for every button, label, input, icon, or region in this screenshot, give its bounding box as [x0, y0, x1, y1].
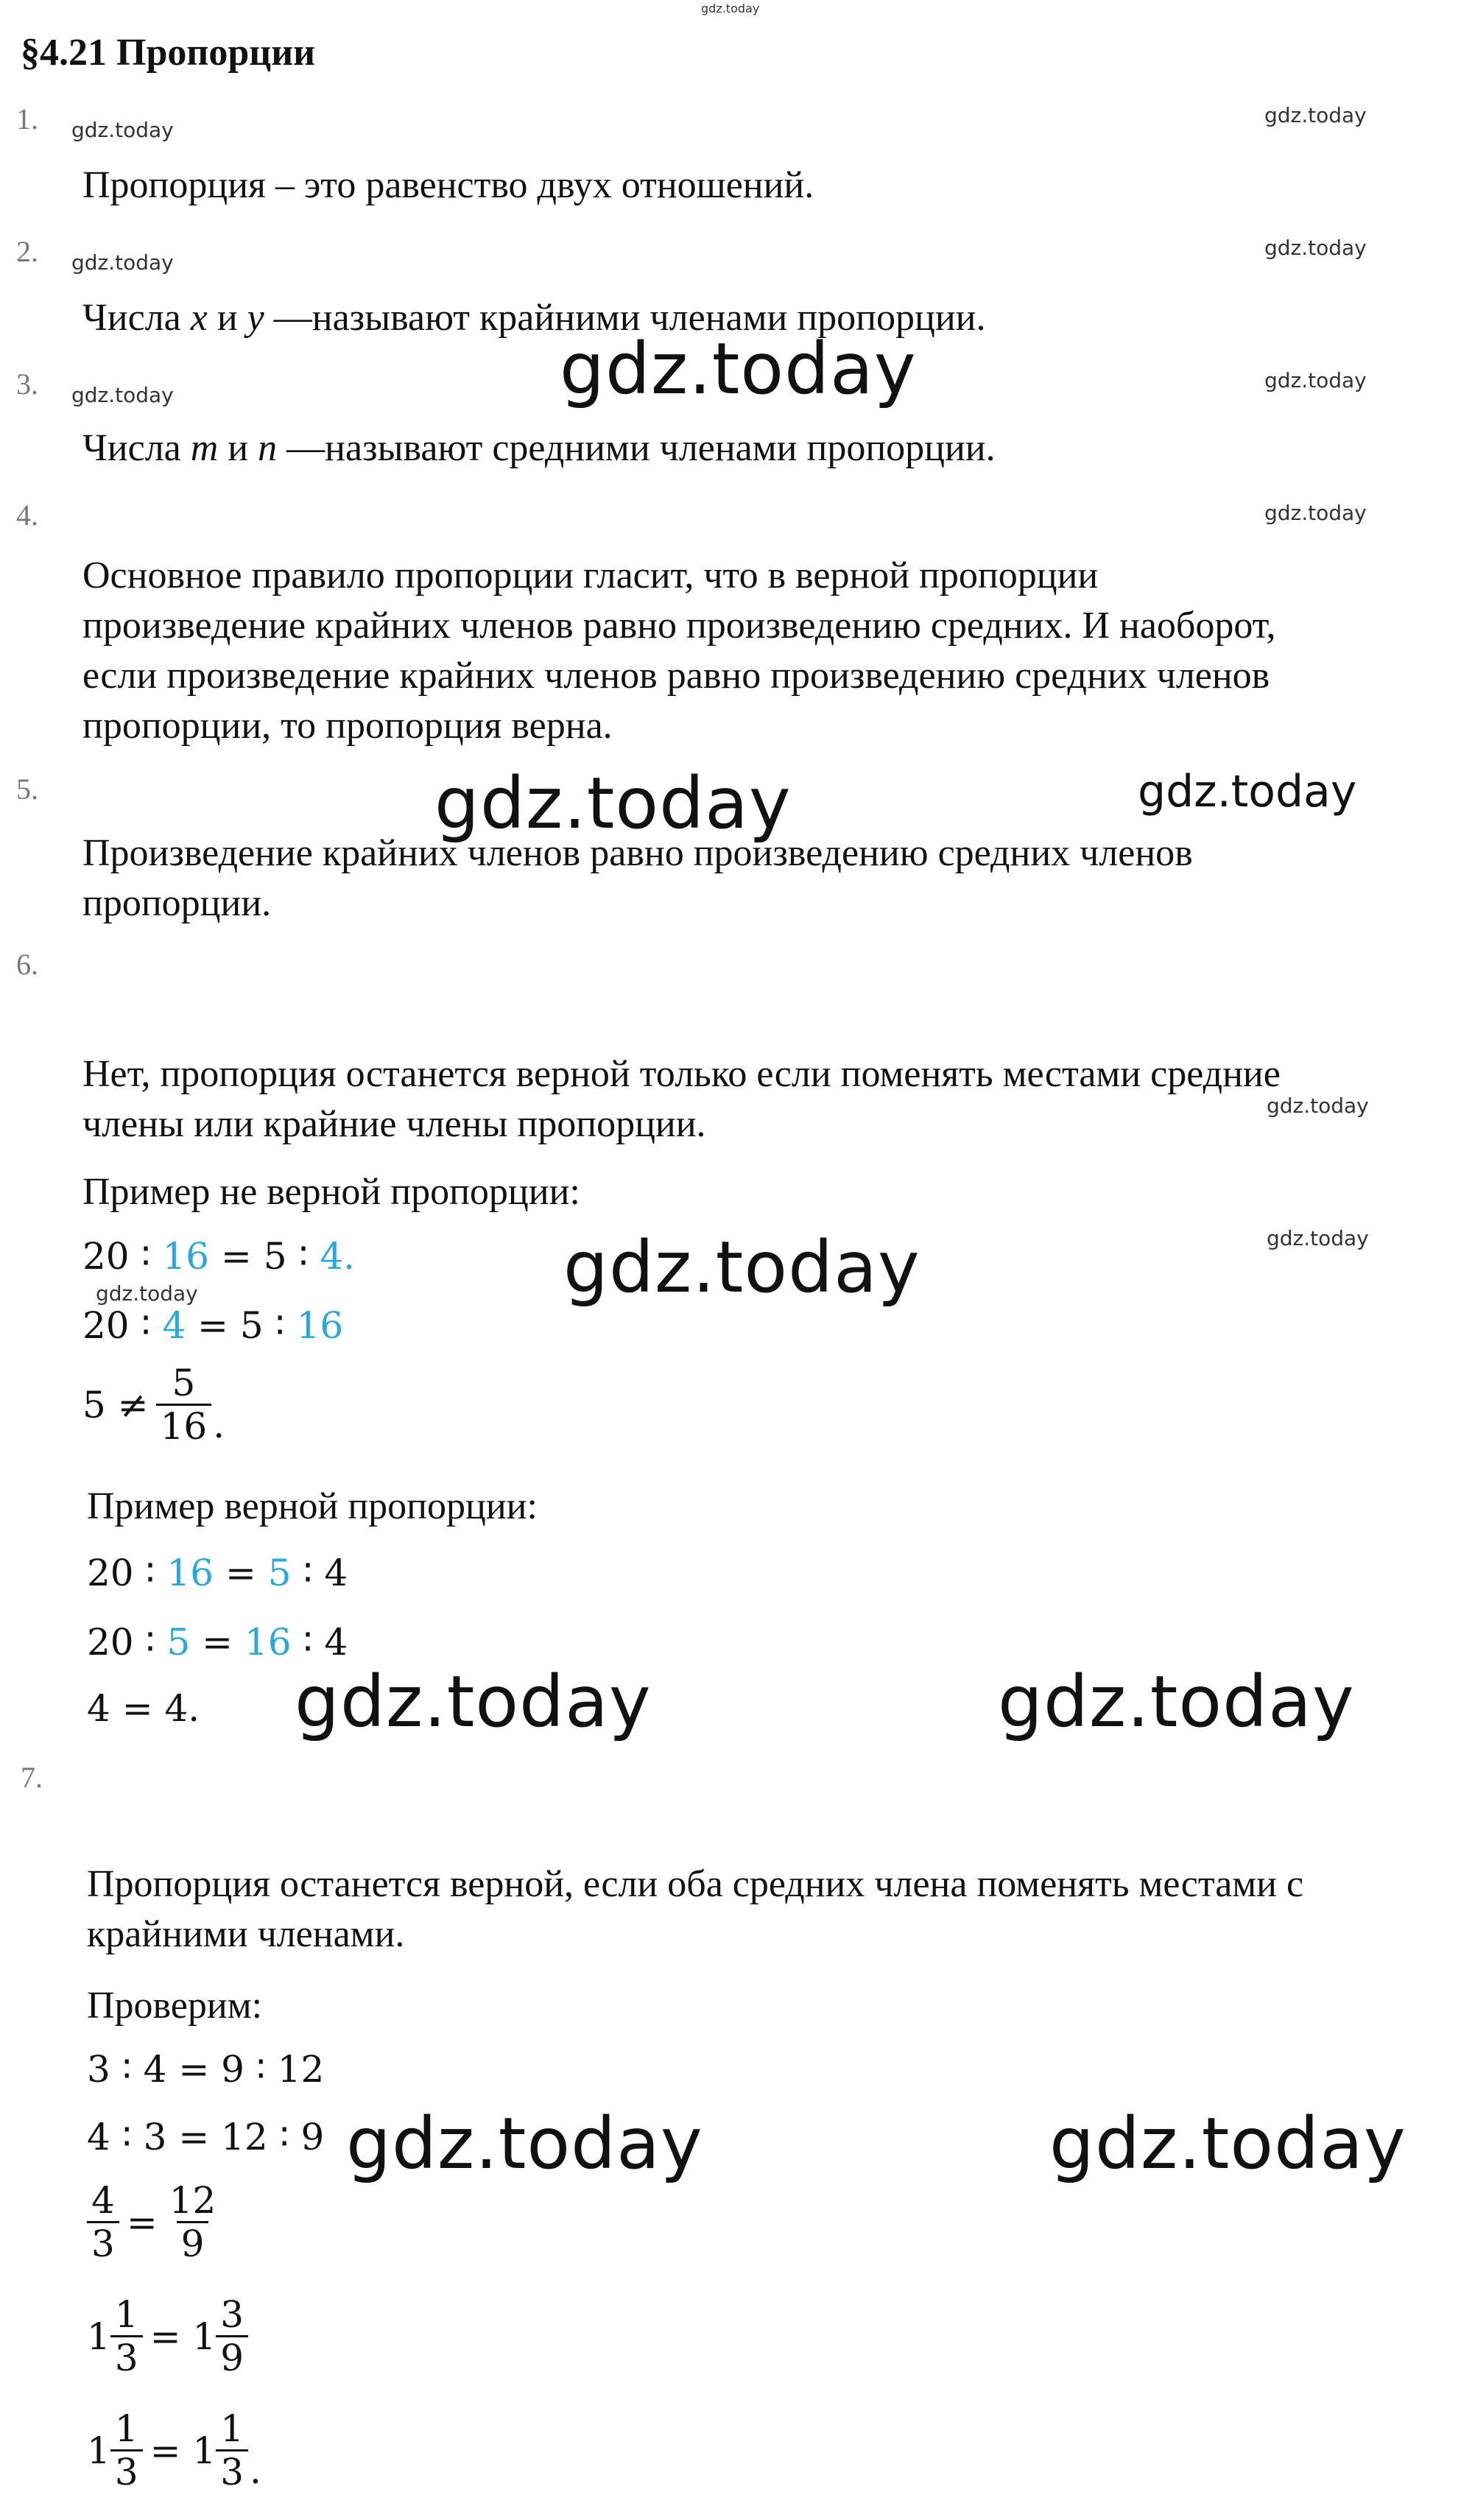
item-number: 5.: [16, 772, 38, 806]
watermark: gdz.today: [1267, 1094, 1369, 1118]
item-number: 7.: [21, 1761, 43, 1794]
fraction: $\frac{3}{9}$: [216, 2294, 248, 2379]
watermark-large: gdz.today: [998, 1661, 1355, 1743]
item-paragraph: Произведение крайних членов равно произведению средних членов пропорции.: [82, 832, 1193, 924]
equation: 4 ∶ 3 = 12 ∶ 9: [87, 2116, 325, 2158]
watermark-large: gdz.today: [295, 1661, 652, 1743]
equation: 20 ∶ 16 = 5 ∶ 4: [87, 1552, 348, 1594]
item-number: 3.: [16, 367, 38, 401]
fraction: $\frac{5}{16}$: [156, 1362, 212, 1447]
equation-fraction: 1 $\frac{1}{3}$ = 1 $\frac{3}{9}$: [87, 2294, 248, 2379]
watermark-large: gdz.today: [563, 1226, 920, 1309]
item-text: Числа x и y —называют крайними членами пропорции.: [82, 297, 986, 339]
fraction: $\frac{1}{3}$: [110, 2408, 143, 2493]
item-paragraph: Основное правило пропорции гласит, что в верной пропорции произведение крайних членов равно произведению средних. И наоборот, если произведение крайних членов равно произведению средних членов пропорции, то пропорция верна.: [82, 555, 1276, 747]
watermark: gdz.today: [1264, 103, 1367, 127]
item-paragraph: Нет, пропорция останется верной только если поменять местами средние члены или крайние члены пропорции.: [82, 1053, 1281, 1145]
item-text: Числа m и n —называют средними членами пропорции.: [82, 427, 996, 469]
watermark-large: gdz.today: [434, 762, 792, 845]
equation: 3 ∶ 4 = 9 ∶ 12: [87, 2048, 325, 2091]
equation-fraction: $\frac{4}{3}$ = $\frac{12}{9}$: [87, 2180, 220, 2264]
equation-fraction: 1 $\frac{1}{3}$ = 1 $\frac{1}{3}$ .: [87, 2407, 261, 2493]
watermark: gdz.today: [1264, 236, 1367, 260]
fraction: $\frac{12}{9}$: [169, 2179, 216, 2265]
item-text: Пропорция – это равенство двух отношений.: [82, 164, 814, 206]
item-paragraph: Пропорция останется верной, если оба средних члена поменять местами с крайними членами.: [87, 1863, 1304, 1955]
watermark: gdz.today: [1264, 368, 1367, 393]
fraction: $\frac{4}{3}$: [87, 2180, 119, 2264]
watermark-medium: gdz.today: [1138, 766, 1357, 817]
example-wrong-label: Пример не верной пропорции:: [82, 1171, 580, 1213]
equation: 20 ∶ 5 = 16 ∶ 4: [87, 1621, 348, 1664]
watermark-top: gdz.today: [701, 1, 760, 15]
equation: 20 ∶ 4 = 5 ∶ 16: [82, 1304, 344, 1347]
item-number: 1.: [16, 102, 38, 135]
watermark: gdz.today: [1267, 1226, 1369, 1250]
item-number: 6.: [16, 948, 38, 981]
item-number: 4.: [16, 499, 38, 532]
watermark: gdz.today: [71, 250, 174, 275]
page-title: §4.21 Пропорции: [21, 32, 316, 74]
watermark-large: gdz.today: [346, 2102, 703, 2185]
fraction: $\frac{1}{3}$: [216, 2408, 248, 2493]
equation: 20 ∶ 16 = 5 ∶ 4.: [82, 1235, 356, 1278]
watermark: gdz.today: [71, 118, 174, 142]
watermark: gdz.today: [1264, 501, 1367, 525]
watermark-large: gdz.today: [1049, 2102, 1407, 2185]
item-number: 2.: [16, 235, 38, 268]
fraction: $\frac{1}{3}$: [110, 2294, 143, 2379]
equation-fraction: 5 ≠ $\frac{5}{16}$ .: [82, 1362, 225, 1448]
watermark: gdz.today: [71, 383, 174, 407]
equation: 4 = 4.: [87, 1687, 200, 1730]
watermark-large: gdz.today: [560, 328, 917, 410]
watermark: gdz.today: [96, 1281, 198, 1306]
example-right-label: Пример верной пропорции:: [87, 1485, 538, 1527]
check-label: Проверим:: [87, 1985, 263, 2027]
